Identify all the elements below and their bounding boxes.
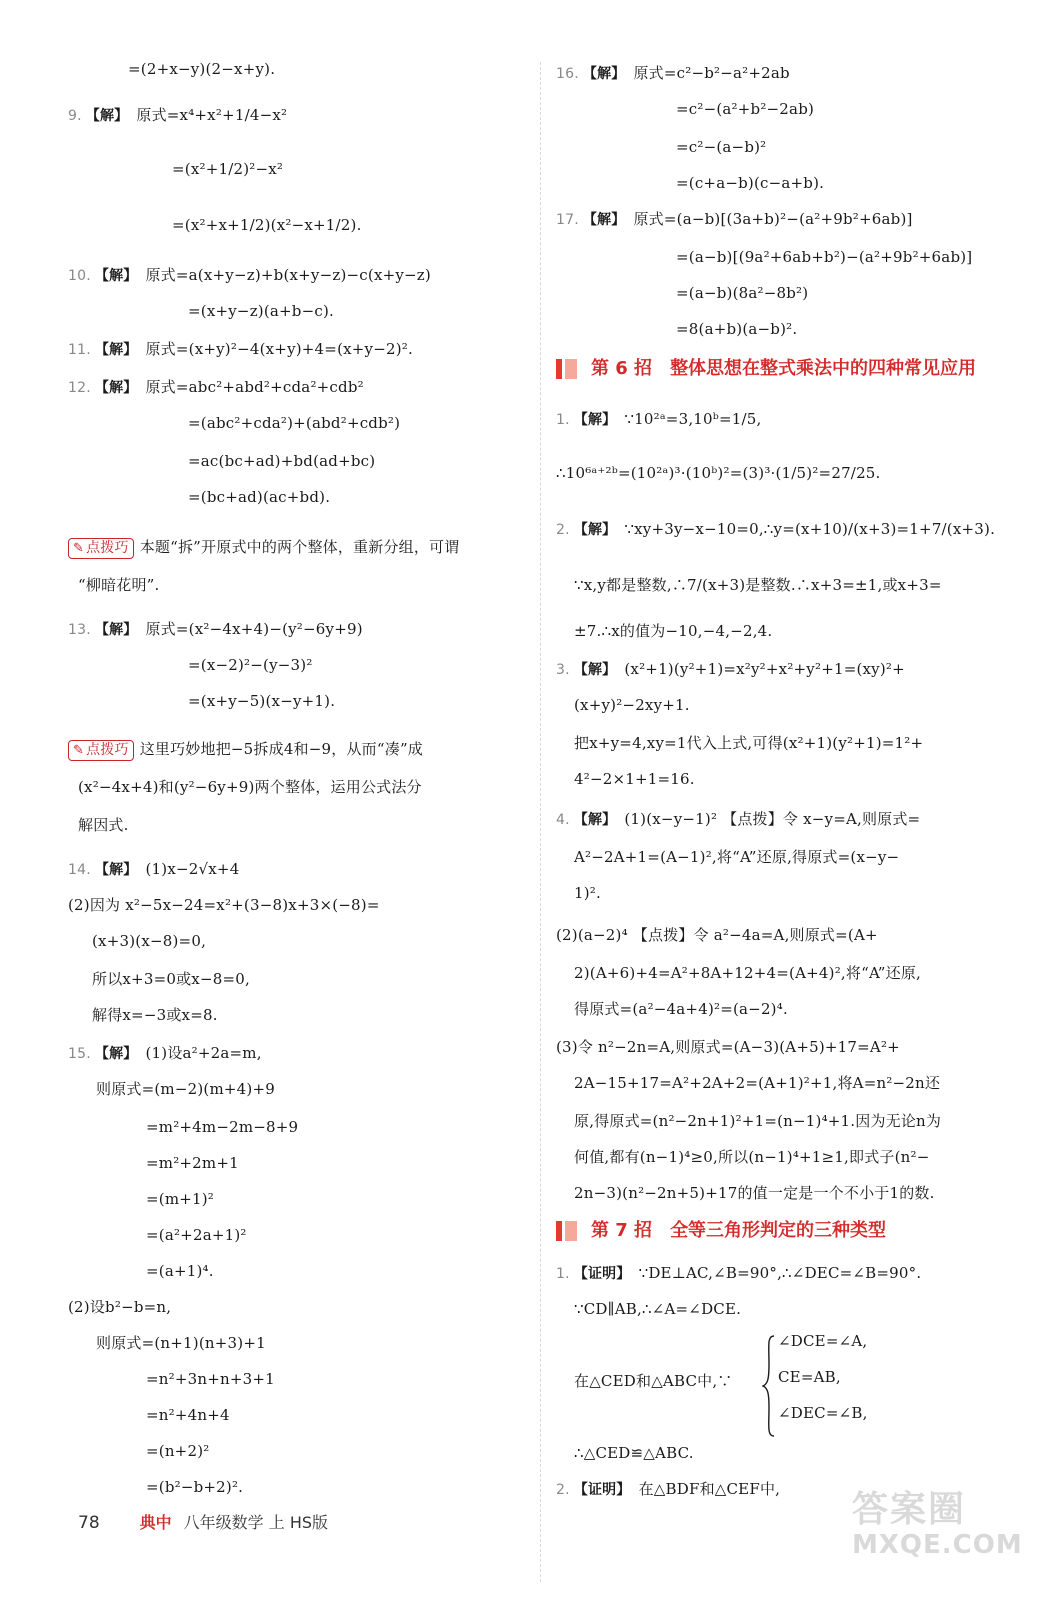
right-line xyxy=(574,1370,733,1392)
line-text: =c²−(a−b)² xyxy=(676,138,767,156)
left-line xyxy=(188,300,334,322)
right-line xyxy=(556,808,920,831)
line-text: (x+y)²−2xy+1. xyxy=(574,696,690,714)
line-text: 在△BDF和△CEF中, xyxy=(638,1480,781,1498)
line-text: =(x+y−z)(a+b−c). xyxy=(188,302,335,320)
line-text: (2)因为 x²−5x−24=x²+(3−8)x+3×(−8)= xyxy=(68,896,380,914)
right-line xyxy=(574,1146,930,1168)
left-line xyxy=(146,1188,214,1210)
right-line xyxy=(676,282,808,304)
left-line xyxy=(92,930,206,952)
right-line xyxy=(574,1072,940,1094)
right-line xyxy=(574,846,899,868)
pen-icon: ✎ xyxy=(73,743,85,758)
watermark-line-2: MXQE.COM xyxy=(852,1530,1023,1560)
line-text: =(a−b)(8a²−8b²) xyxy=(676,284,809,302)
right-line xyxy=(574,962,921,984)
brace-line-2: CE=AB, xyxy=(778,1368,841,1386)
answer-tag: 【解】 xyxy=(94,342,138,358)
left-line xyxy=(68,618,363,641)
heading-bar-icon xyxy=(556,1221,562,1241)
left-line xyxy=(146,1440,209,1462)
right-line xyxy=(574,1182,935,1204)
answer-tag: 【解】 xyxy=(85,108,129,124)
tip-badge xyxy=(68,740,134,761)
line-text: 则原式=(m−2)(m+4)+9 xyxy=(96,1080,275,1098)
line-text: =(x−2)²−(y−3)² xyxy=(188,656,313,674)
item-number: 12. xyxy=(68,380,91,396)
left-line xyxy=(188,412,400,434)
left-line xyxy=(146,1260,214,1282)
answer-tag: 【解】 xyxy=(573,412,617,428)
line-text: ∵x,y都是整数,∴7/(x+3)是整数.∴x+3=±1,或x+3= xyxy=(574,576,942,594)
line-text: 2A−15+17=A²+2A+2=(A+1)²+1,将A=n²−2n还 xyxy=(574,1074,941,1092)
line-text: 得原式=(a²−4a+4)²=(a−2)⁴. xyxy=(574,1000,788,1018)
item-number: 1. xyxy=(556,412,570,428)
left-line xyxy=(146,1116,298,1138)
line-text: 原式=(a−b)[(3a+b)²−(a²+9b²+6ab)] xyxy=(633,210,913,228)
item-number: 2. xyxy=(556,522,570,538)
left-line xyxy=(188,486,330,508)
left-line xyxy=(78,574,160,596)
line-text: 在△CED和△ABC中,∵ xyxy=(574,1372,733,1390)
line-text: (1)(x−y−1)² 【点拨】令 x−y=A,则原式= xyxy=(624,810,921,828)
line-text: (1)x−2√x+4 xyxy=(145,860,240,878)
line-text: =(c+a−b)(c−a+b). xyxy=(676,174,825,192)
answer-tag: 【解】 xyxy=(94,1046,138,1062)
line-text: 把x+y=4,xy=1代入上式,可得(x²+1)(y²+1)=1²+ xyxy=(574,734,924,752)
line-text: =(bc+ad)(ac+bd). xyxy=(188,488,331,506)
answer-tag: 【解】 xyxy=(582,212,626,228)
line-text: 所以x+3=0或x−8=0, xyxy=(92,970,250,988)
line-text: =n²+4n+4 xyxy=(146,1406,230,1424)
heading-title: 整体思想在整式乘法中的四种常见应用 xyxy=(670,358,977,379)
line-text: =c²−(a²+b²−2ab) xyxy=(676,100,815,118)
line-text: =n²+3n+n+3+1 xyxy=(146,1370,275,1388)
left-line xyxy=(172,214,362,236)
line-text: A²−2A+1=(A−1)²,将“A”还原,得原式=(x−y− xyxy=(574,848,900,866)
brace-line-1: ∠DCE=∠A, xyxy=(778,1332,868,1350)
left-line xyxy=(92,968,250,990)
page-number: 78 xyxy=(78,1513,100,1533)
line-text: (2)(a−2)⁴ 【点拨】令 a²−4a=A,则原式=(A+ xyxy=(556,926,878,944)
right-line xyxy=(574,882,601,904)
answer-tag: 【解】 xyxy=(94,268,138,284)
answer-tag: 【解】 xyxy=(94,862,138,878)
line-text: =(x²+1/2)²−x² xyxy=(172,160,284,178)
line-text: 原,得原式=(n²−2n+1)²+1=(n−1)⁴+1.因为无论n为 xyxy=(574,1112,942,1130)
line-text: ∴10⁶ᵃ⁺²ᵇ=(10²ᵃ)³·(10ᵇ)²=(3)³·(1/5)²=27/25. xyxy=(556,464,881,482)
pen-icon: ✎ xyxy=(73,541,85,556)
line-text: ∵DE⊥AC,∠B=90°,∴∠DEC=∠B=90°. xyxy=(638,1264,922,1282)
left-brace-icon xyxy=(762,1334,776,1438)
line-text: 原式=c²−b²−a²+2ab xyxy=(633,64,790,82)
answer-tag: 【证明】 xyxy=(573,1266,631,1282)
heading-bar-light-icon xyxy=(565,359,577,379)
line-text: 解得x=−3或x=8. xyxy=(92,1006,218,1024)
line-text: =ac(bc+ad)+bd(ad+bc) xyxy=(188,452,376,470)
tip-label: 点拨巧 xyxy=(86,742,129,758)
item-number: 1. xyxy=(556,1266,570,1282)
brace-line-3: ∠DEC=∠B, xyxy=(778,1404,868,1422)
item-number: 13. xyxy=(68,622,91,638)
right-line xyxy=(676,246,972,268)
book-title: 八年级数学 上 HS版 xyxy=(183,1513,329,1532)
item-number: 16. xyxy=(556,66,579,82)
left-line xyxy=(146,1404,230,1426)
left-line xyxy=(188,690,335,712)
section-heading-7 xyxy=(556,1216,886,1246)
line-text: ∵xy+3y−x−10=0,∴y=(x+10)/(x+3)=1+7/(x+3). xyxy=(624,520,996,538)
line-text: 解因式. xyxy=(78,816,129,834)
line-text: (1)设a²+2a=m, xyxy=(145,1044,262,1062)
left-line xyxy=(68,738,423,761)
answer-tag: 【解】 xyxy=(94,380,138,396)
line-text: =(2+x−y)(2−x+y). xyxy=(128,60,276,78)
item-number: 3. xyxy=(556,662,570,678)
heading-title: 全等三角形判定的三种类型 xyxy=(670,1220,887,1241)
answer-tag: 【解】 xyxy=(573,812,617,828)
left-line xyxy=(68,338,413,361)
line-text: (x+3)(x−8)=0, xyxy=(92,932,207,950)
left-line xyxy=(146,1152,239,1174)
left-line xyxy=(68,1296,171,1318)
right-line xyxy=(556,462,881,484)
line-text: 何值,都有(n−1)⁴≥0,所以(n−1)⁴+1≥1,即式子(n²− xyxy=(574,1148,930,1166)
right-line xyxy=(574,574,942,596)
line-text: =(a²+2a+1)² xyxy=(146,1226,247,1244)
answer-tag: 【解】 xyxy=(94,622,138,638)
left-line xyxy=(96,1078,275,1100)
left-line xyxy=(146,1476,243,1498)
left-line xyxy=(92,1004,218,1026)
left-line xyxy=(68,1042,262,1065)
line-text: =(b²−b+2)². xyxy=(146,1478,244,1496)
tip-badge xyxy=(68,538,134,559)
left-line xyxy=(188,450,375,472)
line-text: 原式=(x²−4x+4)−(y²−6y+9) xyxy=(145,620,363,638)
line-text: ∵10²ᵃ=3,10ᵇ=1/5, xyxy=(624,410,762,428)
left-line xyxy=(68,264,431,287)
left-line xyxy=(68,104,287,127)
section-heading-6 xyxy=(556,354,976,384)
column-divider xyxy=(540,62,541,1582)
left-line xyxy=(78,814,129,836)
right-line xyxy=(556,1262,921,1285)
condition-brace xyxy=(762,1330,962,1440)
item-number: 14. xyxy=(68,862,91,878)
right-line xyxy=(574,1110,941,1132)
line-text: ∴△CED≌△ABC. xyxy=(574,1444,694,1462)
heading-bar-icon xyxy=(556,359,562,379)
right-line xyxy=(676,172,824,194)
item-number: 4. xyxy=(556,812,570,828)
line-text: 则原式=(n+1)(n+3)+1 xyxy=(96,1334,266,1352)
answer-tag: 【证明】 xyxy=(573,1482,631,1498)
right-line xyxy=(556,1036,900,1058)
left-line xyxy=(68,536,459,559)
line-text: =(abc²+cda²)+(abd²+cdb²) xyxy=(188,414,401,432)
line-text: (x²−4x+4)和(y²−6y+9)两个整体，运用公式法分 xyxy=(78,778,422,796)
item-number: 11. xyxy=(68,342,91,358)
tip-label: 点拨巧 xyxy=(86,540,129,556)
left-line xyxy=(68,894,380,916)
line-text: =(m+1)² xyxy=(146,1190,215,1208)
heading-bar-light-icon xyxy=(565,1221,577,1241)
watermark xyxy=(852,1490,1023,1560)
left-line xyxy=(78,776,422,798)
right-line xyxy=(676,98,814,120)
line-text: 原式=x⁴+x²+1/4−x² xyxy=(136,106,288,124)
line-text: (3)令 n²−2n=A,则原式=(A−3)(A+5)+17=A²+ xyxy=(556,1038,900,1056)
page-footer xyxy=(78,1510,328,1536)
line-text: =(n+2)² xyxy=(146,1442,210,1460)
line-text: =8(a+b)(a−b)². xyxy=(676,320,798,338)
line-text: (2)设b²−b=n, xyxy=(68,1298,172,1316)
left-line xyxy=(96,1332,266,1354)
right-line xyxy=(556,924,878,946)
right-line xyxy=(556,518,995,541)
right-line xyxy=(574,768,695,790)
line-text: 1)². xyxy=(574,884,601,902)
right-line xyxy=(574,1298,741,1320)
left-line xyxy=(128,58,275,80)
right-line xyxy=(556,208,913,231)
brand-logo: 典中 xyxy=(139,1513,172,1532)
line-text: =(a−b)[(9a²+6ab+b²)−(a²+9b²+6ab)] xyxy=(676,248,973,266)
left-line xyxy=(146,1368,275,1390)
line-text: 原式=abc²+abd²+cda²+cdb² xyxy=(145,378,364,396)
item-number: 10. xyxy=(68,268,91,284)
line-text: (x²+1)(y²+1)=x²y²+x²+y²+1=(xy)²+ xyxy=(624,660,905,678)
right-line xyxy=(556,408,761,431)
line-text: =m²+2m+1 xyxy=(146,1154,239,1172)
answer-tag: 【解】 xyxy=(582,66,626,82)
right-line xyxy=(676,136,766,158)
line-text: ∵CD∥AB,∴∠A=∠DCE. xyxy=(574,1300,742,1318)
line-text: =(x+y−5)(x−y+1). xyxy=(188,692,336,710)
line-text: ±7.∴x的值为−10,−4,−2,4. xyxy=(574,622,773,640)
right-line xyxy=(574,694,690,716)
item-number: 15. xyxy=(68,1046,91,1062)
heading-label: 第 6 招 xyxy=(591,358,653,379)
right-line xyxy=(556,1478,780,1501)
left-line xyxy=(188,654,313,676)
left-line xyxy=(172,158,283,180)
answer-tag: 【解】 xyxy=(573,662,617,678)
line-text: 这里巧妙地把−5拆成4和−9，从而“凑”成 xyxy=(139,740,424,758)
line-text: 2n−3)(n²−2n+5)+17的值一定是一个不小于1的数. xyxy=(574,1184,935,1202)
heading-label: 第 7 招 xyxy=(591,1220,653,1241)
line-text: “柳暗花明”. xyxy=(78,576,160,594)
right-line xyxy=(676,318,797,340)
left-line xyxy=(68,376,364,399)
line-text: 原式=a(x+y−z)+b(x+y−z)−c(x+y−z) xyxy=(145,266,431,284)
right-line xyxy=(556,658,905,681)
line-text: 4²−2×1+1=16. xyxy=(574,770,695,788)
line-text: 原式=(x+y)²−4(x+y)+4=(x+y−2)². xyxy=(145,340,413,358)
right-line xyxy=(556,62,790,85)
right-line xyxy=(574,1442,694,1464)
item-number: 17. xyxy=(556,212,579,228)
left-line xyxy=(68,858,239,881)
item-number: 9. xyxy=(68,108,82,124)
right-line xyxy=(574,998,788,1020)
item-number: 2. xyxy=(556,1482,570,1498)
line-text: 本题“拆”开原式中的两个整体，重新分组，可谓 xyxy=(139,538,460,556)
answer-tag: 【解】 xyxy=(573,522,617,538)
watermark-line-1: 答案圈 xyxy=(852,1489,967,1530)
line-text: 2)(A+6)+4=A²+8A+12+4=(A+4)²,将“A”还原, xyxy=(574,964,922,982)
left-line xyxy=(146,1224,247,1246)
line-text: =(x²+x+1/2)(x²−x+1/2). xyxy=(172,216,362,234)
line-text: =(a+1)⁴. xyxy=(146,1262,214,1280)
line-text: =m²+4m−2m−8+9 xyxy=(146,1118,299,1136)
right-line xyxy=(574,732,923,754)
right-line xyxy=(574,620,772,642)
